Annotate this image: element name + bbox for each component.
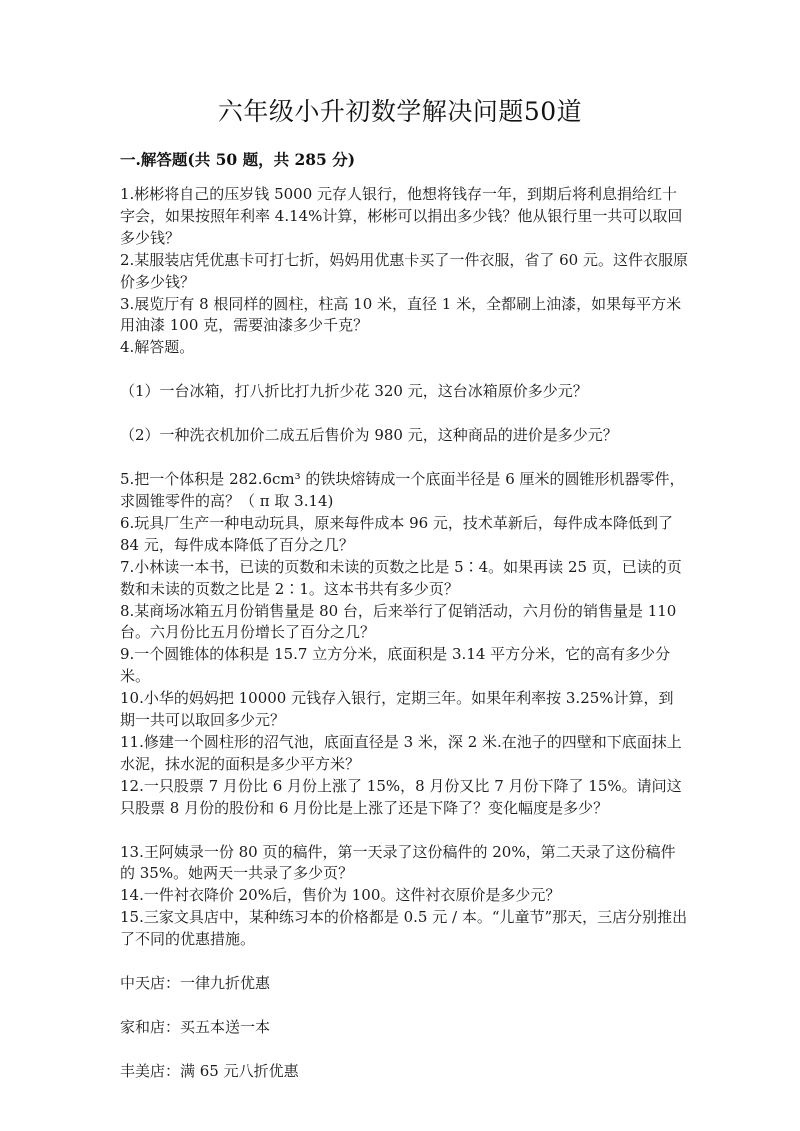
question-9: 9.一个圆锥体的体积是 15.7 立方分米，底面积是 3.14 平方分米，它的高有多少分米。	[120, 645, 671, 686]
question-list	[120, 184, 688, 1083]
question-15: 15.三家文具店中，某种练习本的价格都是 0.5 元 / 本。“儿童节”那天，三店分别推出了不同的优惠措施。	[120, 908, 688, 949]
store-offer-fengmei: 丰美店：满 65 元八折优惠	[120, 1061, 299, 1080]
question-12: 12.一只股票 7 月份比 6 月份上涨了 15%，8 月份又比 7 月份下降了 15%。请问这只股票 8 月份的股份和 6 月份比是上涨了还是下降了？变化幅度是多少？	[120, 776, 682, 817]
question-4-part-2: （2）一种洗衣机加价二成五后售价为 980 元，这种商品的进价是多少元？	[120, 426, 618, 445]
question-11: 11.修建一个圆柱形的沼气池，底面直径是 3 米，深 2 米.在池子的四壁和下底面抹上水泥，抹水泥的面积是多少平方米？	[120, 732, 682, 773]
question-8: 8.某商场冰箱五月份销售量是 80 台，后来举行了促销活动，六月份的销售量是 110 台。六月份比五月份增长了百分之几？	[120, 601, 677, 642]
question-14: 14.一件衬衣降价 20%后，售价为 100。这件衬衣原价是多少元？	[120, 886, 561, 905]
question-4: 4.解答题。	[120, 338, 195, 357]
question-2: 2.某服装店凭优惠卡可打七折，妈妈用优惠卡买了一件衣服，省了 60 元。这件衣服原价多少钱？	[120, 250, 688, 291]
document-title: 六年级小升初数学解决问题50道	[217, 97, 583, 126]
question-3: 3.展览厅有 8 根同样的圆柱，柱高 10 米，直径 1 米，全都刷上油漆，如果每平方米用油漆 100 克，需要油漆多少千克？	[120, 294, 682, 335]
store-offer-zhongtian: 中天店：一律九折优惠	[120, 974, 271, 993]
question-13: 13.王阿姨录一份 80 页的稿件，第一天录了这份稿件的 20%，第二天录了这份稿件的 35%。她两天一共录了多少页？	[120, 842, 676, 883]
question-4-part-1: （1）一台冰箱，打八折比打九折少花 320 元，这台冰箱原价多少元？	[120, 382, 588, 401]
question-1: 1.彬彬将自己的压岁钱 5000 元存人银行，他想将钱存一年，到期后将利息捐给红十字会，如果按照年利率 4.14%计算，彬彬可以捐出多少钱？他从银行里一共可以取回多少钱？	[120, 185, 683, 247]
question-5: 5.把一个体积是 282.6cm³ 的铁块熔铸成一个底面半径是 6 厘米的圆锥形机器零件，求圆锥零件的高？（ π 取 3.14)	[120, 470, 685, 510]
store-offer-jiahe: 家和店：买五本送一本	[120, 1018, 271, 1036]
question-6: 6.玩具厂生产一种电动玩具，原来每件成本 96 元，技术革新后，每件成本降低到了 84 元，每件成本降低了百分之几？	[120, 513, 673, 554]
question-10: 10.小华的妈妈把 10000 元钱存入银行，定期三年。如果年利率按 3.25%计算，到期一共可以取回多少元？	[120, 689, 674, 730]
question-7: 7.小林读一本书，已读的页数和未读的页数之比是 5∶4。如果再读 25 页，已读的页数和未读的页数之比是 2∶1。这本书共有多少页？	[120, 557, 682, 598]
section-heading: 一.解答题(共 50 题，共 285 分)	[120, 150, 356, 169]
